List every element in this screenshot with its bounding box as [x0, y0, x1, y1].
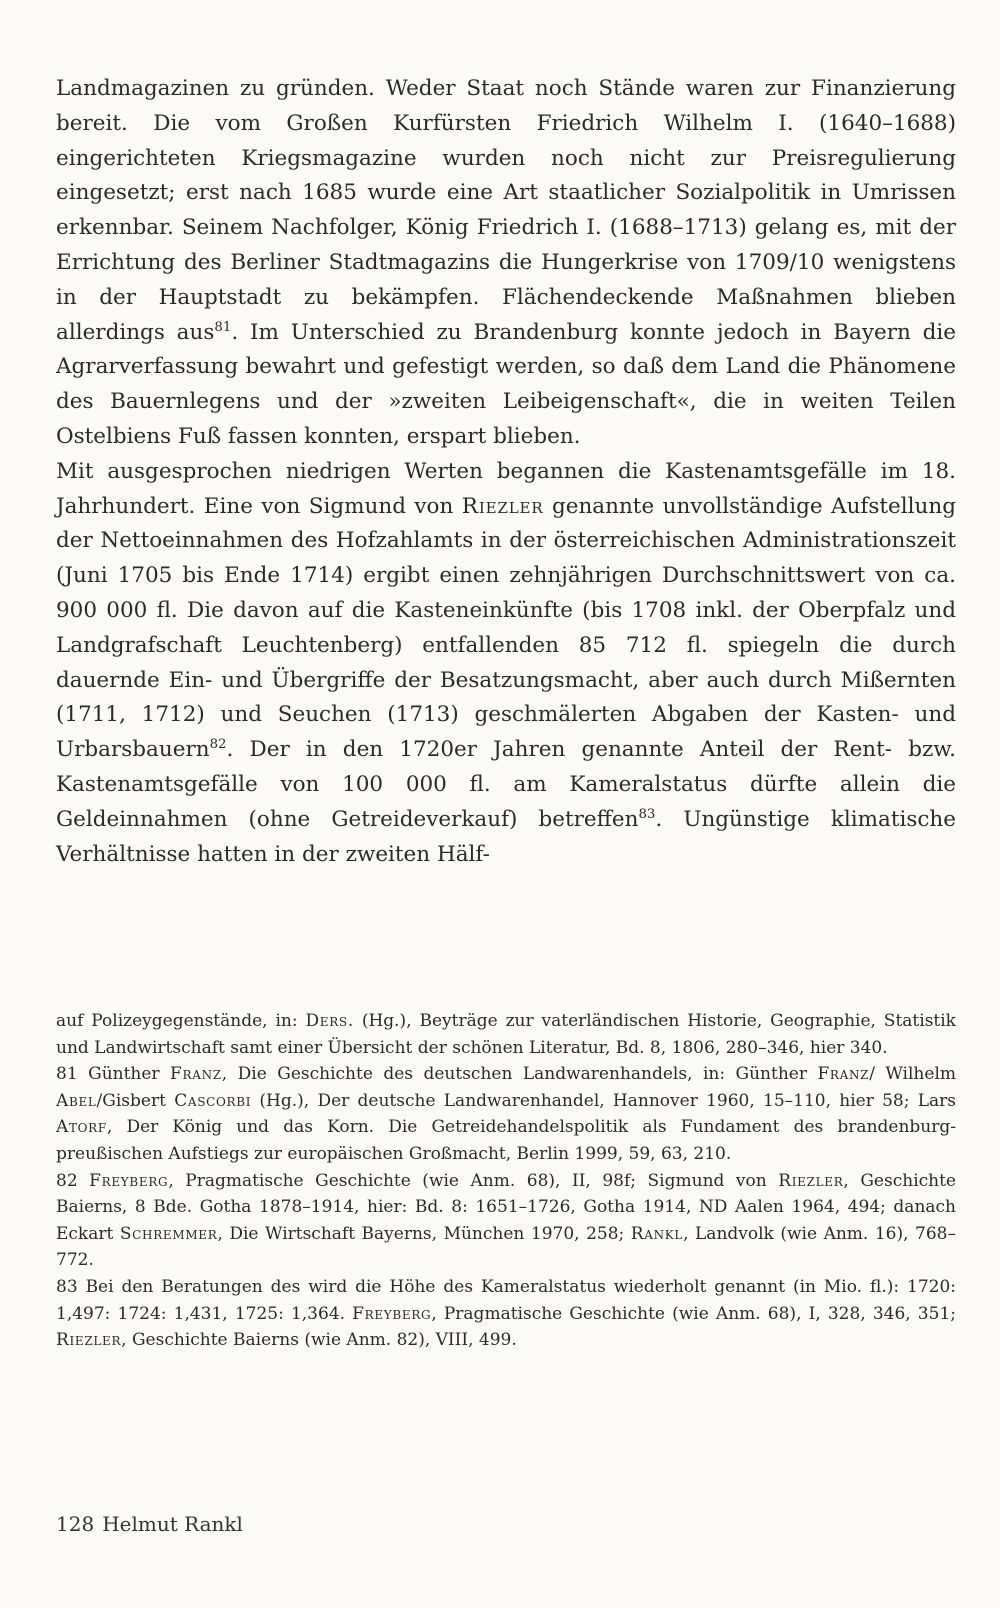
footnote-number: 81	[56, 1064, 78, 1085]
footnote-continuation	[56, 1008, 956, 1061]
footnote-author: Riezler	[778, 1170, 844, 1191]
footnote-text: , Pragmatische Geschichte (wie Anm. 68), II, 98f; Sigmund von	[168, 1170, 779, 1191]
paragraph-2-text-a: Mit ausgesprochen niedrigen Werten begannen die Kastenamtsgefälle im 18. Jahrhundert. Eine von Sigmund von	[56, 458, 956, 519]
footnote-cont-author: Ders.	[305, 1011, 354, 1031]
footnotes	[56, 1008, 956, 1354]
footnote-text: Bei den Beratungen des wird die Höhe des Kameralstatus wiederholt genannt (in Mio. fl.): 1720: 1,497: 1724: 1,431, 1725: 1,364.	[56, 1276, 956, 1324]
footnote-text: /Gisbert	[96, 1090, 175, 1111]
footnote-text: , Geschichte Baierns, 8 Bde. Gotha 1878–1914, hier: Bd. 8: 1651–1726, Gotha 1914, ND Aalen 1964, 494; danach Eckart	[56, 1170, 956, 1244]
footnote-ref-82: 82	[209, 736, 227, 752]
footnote-text: Günther	[88, 1064, 171, 1085]
footnote-text: , Landvolk (wie Anm. 16), 768–772.	[56, 1223, 956, 1271]
paragraph-2-text-c: . Der in den 1720er Jahren genannte Anteil der Rent- bzw. Kastenamtsgefälle von 100 000 fl. am Kameralstatus dürfte allein die Geldeinnahmen (ohne Getreideverkauf) betreffen	[56, 737, 956, 832]
footnote-text: , Pragmatische Geschichte (wie Anm. 68), I, 328, 346, 351;	[431, 1303, 956, 1324]
footnote-text: , Geschichte Baierns (wie Anm. 82), VIII, 499.	[121, 1330, 517, 1351]
footnote-author: Abel	[56, 1090, 97, 1111]
footnote-number: 83	[56, 1276, 78, 1297]
footnote-author: Freyberg	[89, 1170, 169, 1191]
paragraph-2-text-d: . Ungünstige klimatische Verhältnisse hatten in der zweiten Hälf-	[56, 806, 956, 867]
page-number: 128	[56, 1512, 95, 1536]
footnote-83	[56, 1274, 956, 1354]
footnote-author: Riezler	[56, 1330, 122, 1351]
footnote-text: , Die Wirtschaft Bayerns, München 1970, 258;	[217, 1223, 631, 1244]
footnote-text: / Wilhelm	[869, 1064, 956, 1085]
footnote-cont-text-b: (Hg.), Beyträge zur vaterländischen Historie, Geographie, Statistik und Landwirtschaft samt einer Übersicht der schönen Literatur, Bd. 8, 1806, 280–346, hier 340.	[56, 1011, 956, 1058]
paragraph-2-text-b: genannte unvollständige Aufstellung der Nettoeinnahmen des Hofzahlamts in der österreichischen Administrationszeit (Juni 1705 bis Ende 1714) ergibt einen zehnjährigen Durchschnittswert von ca. 900 000 fl. Die davon auf die Kasteneinkünfte (bis 1708 inkl. der Oberpfalz und Landgrafschaft Leuchtenberg) entfallenden 85 712 fl. spiegeln die durch dauernde Ein- und Übergriffe der Besatzungsmacht, aber auch durch Mißernten (1711, 1712) und Seuchen (1713) geschmälerten Abgaben der Kasten- und Urbarsbauern	[56, 493, 956, 763]
footnote-author: Franz	[817, 1064, 870, 1085]
footnote-text: (Hg.), Der deutsche Landwarenhandel, Hannover 1960, 15–110, hier 58; Lars	[251, 1090, 956, 1111]
paragraph-1	[56, 72, 956, 455]
footnote-author: Atorf	[56, 1117, 107, 1138]
footnote-82	[56, 1168, 956, 1274]
footnote-cont-text-a: auf Polizeygegenstände, in:	[56, 1011, 306, 1031]
footnote-81	[56, 1061, 956, 1167]
footnote-number: 82	[56, 1170, 78, 1191]
paragraph-1-text-b: . Im Unterschied zu Brandenburg konnte jedoch in Bayern die Agrarverfassung bewahrt und gefestigt werden, so daß dem Land die Phänomene des Bauernlegens und der »zweiten Leibeigenschaft«, die in weiten Teilen Ostelbiens Fuß fassen konnten, erspart blieben.	[56, 319, 957, 449]
footnote-ref-83: 83	[638, 806, 656, 822]
main-text	[56, 72, 956, 872]
author-name-riezler: Riezler	[461, 493, 544, 519]
footnote-author: Schremmer	[119, 1223, 218, 1244]
footnote-author: Freyberg	[352, 1303, 432, 1324]
footnote-author: Rankl	[630, 1223, 684, 1244]
footnote-author: Cascorbi	[174, 1090, 252, 1111]
footnote-ref-81: 81	[214, 319, 232, 335]
paragraph-2	[56, 455, 956, 873]
running-author: Helmut Rankl	[102, 1512, 243, 1536]
page-footer	[56, 1510, 243, 1538]
footnote-author: Franz	[170, 1064, 222, 1085]
footnote-text: , Die Geschichte des deutschen Landwarenhandels, in: Günther	[221, 1064, 818, 1085]
footnote-text: , Der König und das Korn. Die Getreidehandelspolitik als Fundament des brandenburg-preußischen Aufstiegs zur europäischen Großmacht, Berlin 1999, 59, 63, 210.	[56, 1117, 956, 1164]
paragraph-1-text-a: Landmagazinen zu gründen. Weder Staat noch Stände waren zur Finanzierung bereit. Die vom Großen Kurfürsten Friedrich Wilhelm I. (1640–1688) eingerichteten Kriegsmagazine wurden noch nicht zur Preisregulierung eingesetzt; erst nach 1685 wurde eine Art staatlicher Sozialpolitik in Umrissen erkennbar. Seinem Nachfolger, König Friedrich I. (1688–1713) gelang es, mit der Errichtung des Berliner Stadtmagazins die Hungerkrise von 1709/10 wenigstens in der Hauptstadt zu bekämpfen. Flächendeckende Maßnahmen blieben allerdings aus	[56, 76, 956, 345]
